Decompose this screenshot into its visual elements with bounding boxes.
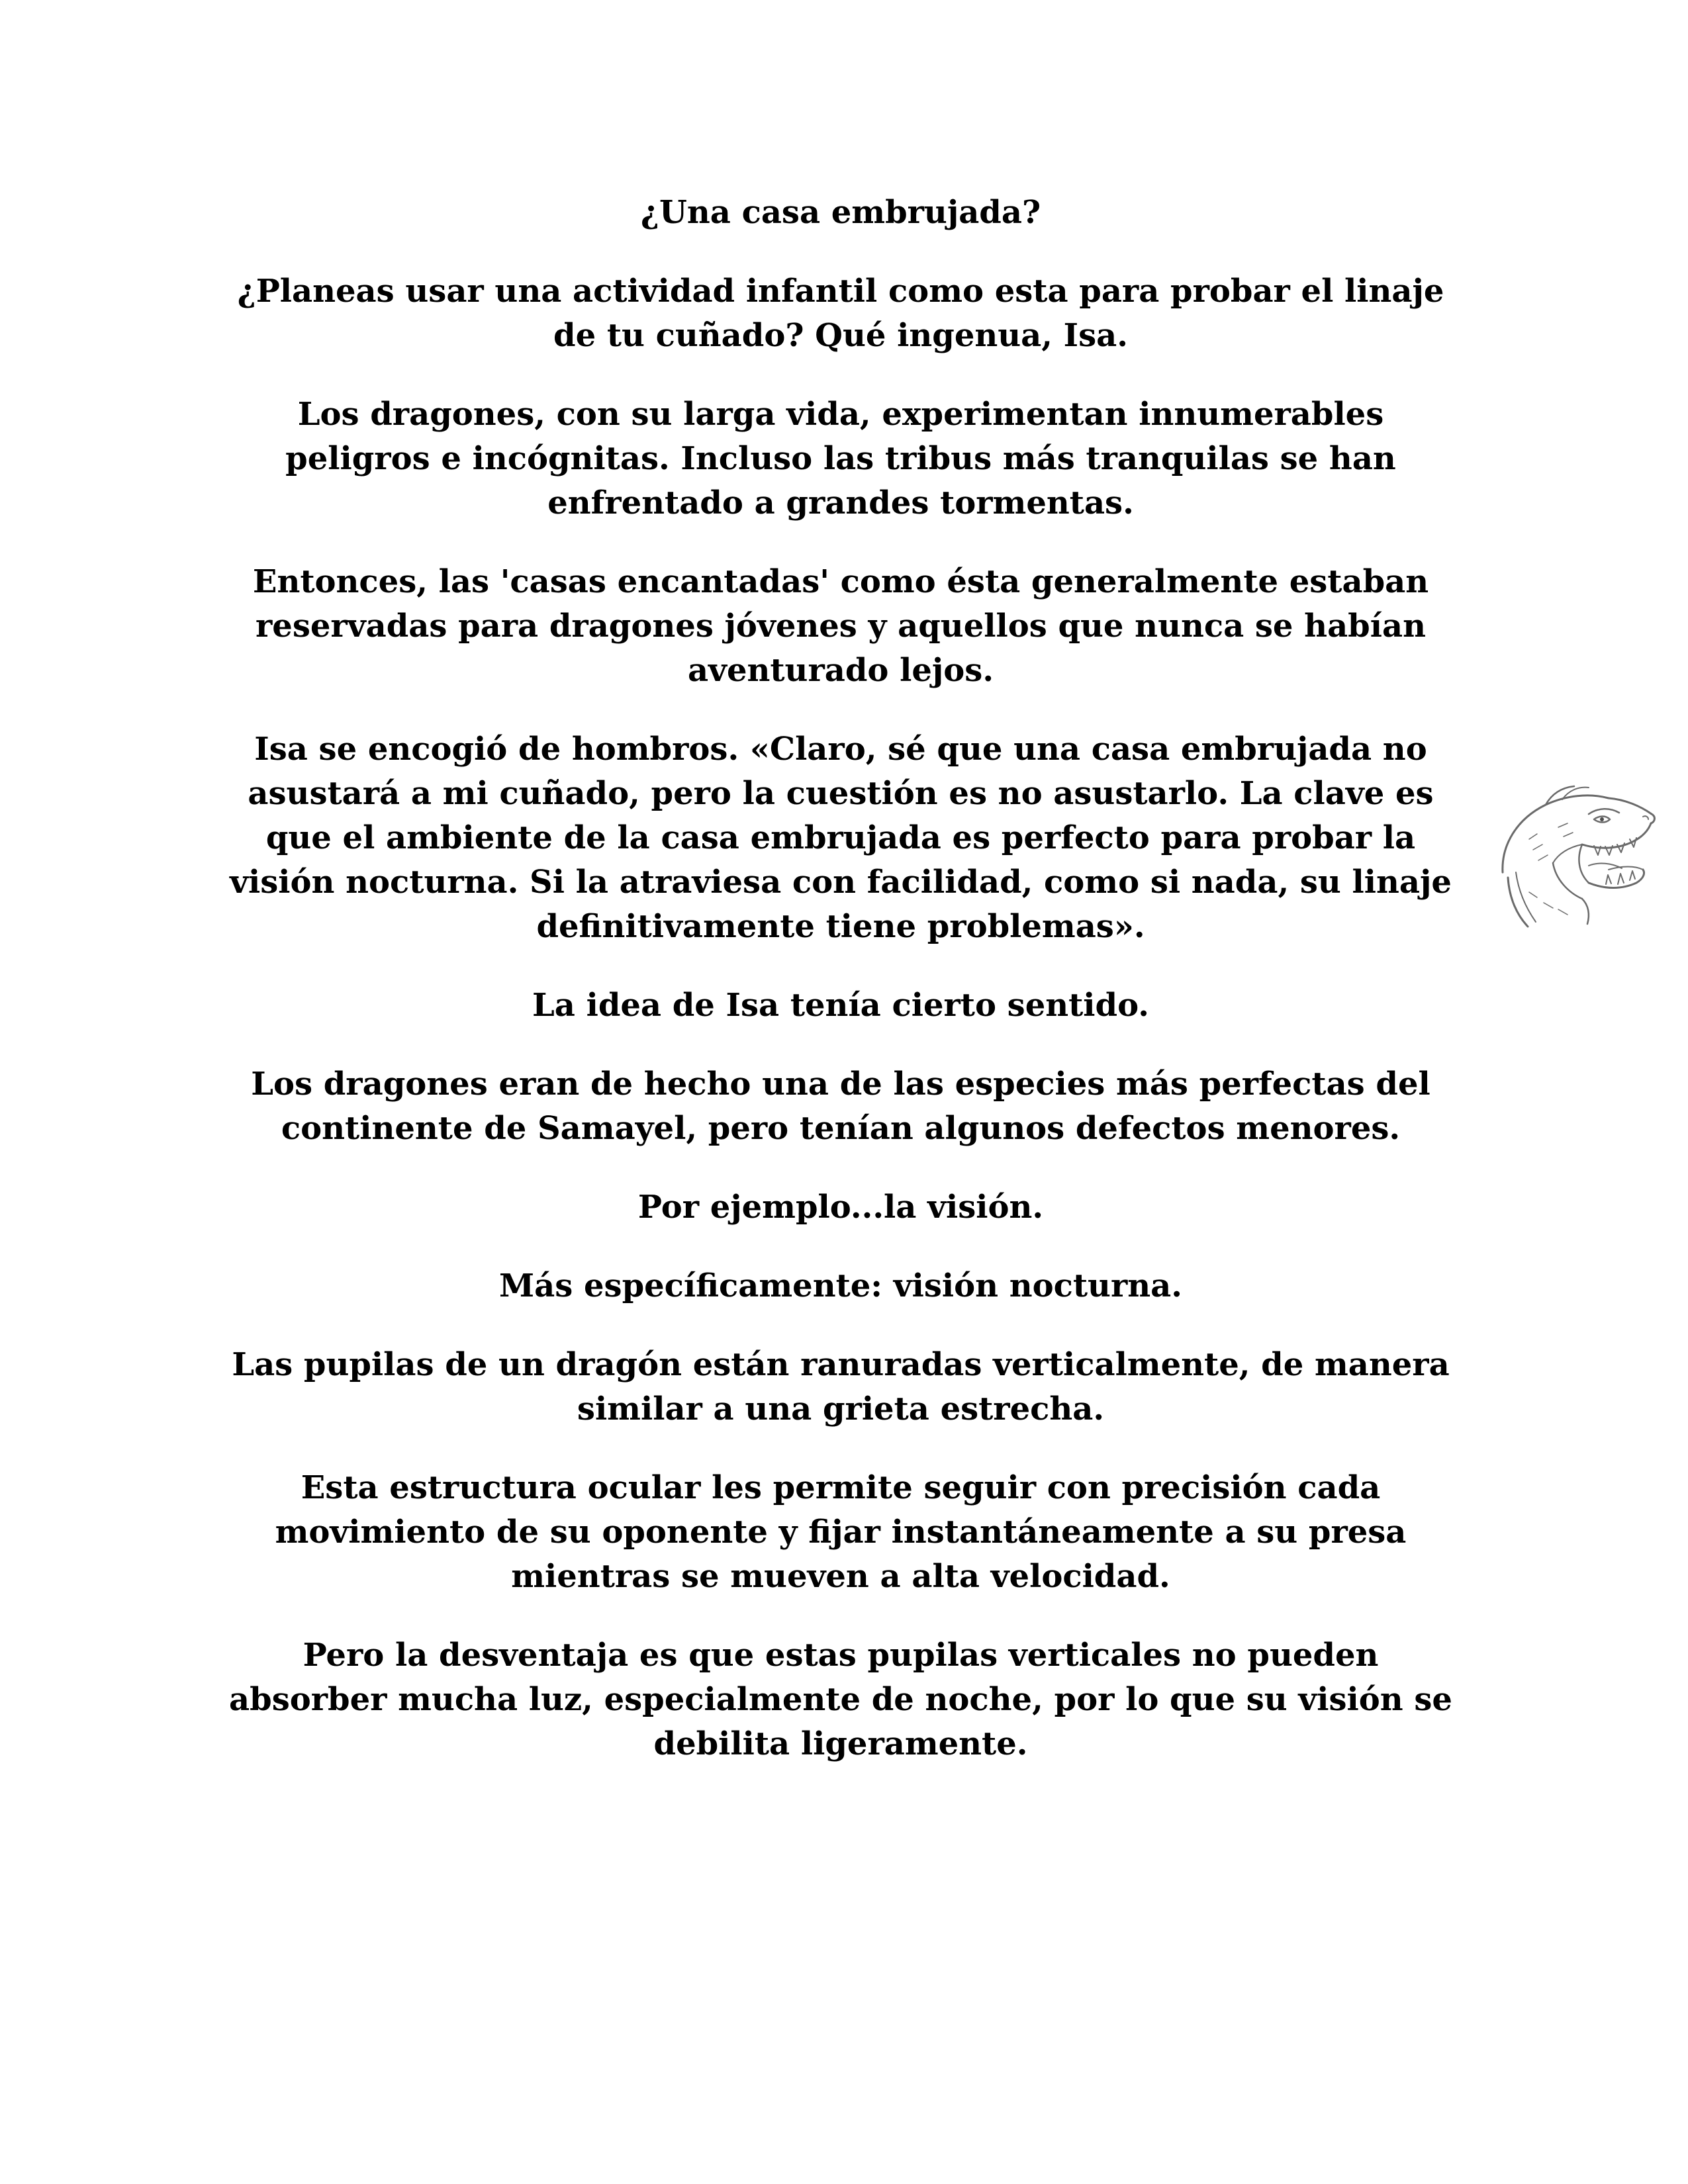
story-text: [225, 191, 1456, 1801]
paragraph-4: Entonces, las 'casas encantadas' como ésta generalmente estaban reservadas para dragones jóvenes y aquellos que nunca se habían aventurado lejos.: [252, 563, 1429, 689]
paragraph-11: Esta estructura ocular les permite seguir con precisión cada movimiento de su oponente y fijar instantáneamente a su presa mientras se mueven a alta velocidad.: [275, 1469, 1407, 1595]
paragraph-2: ¿Planeas usar una actividad infantil como esta para probar el linaje de tu cuñado? Qué ingenua, Isa.: [237, 273, 1444, 354]
paragraph-5: Isa se encogió de hombros. «Claro, sé que una casa embrujada no asustará a mi cuñado, pero la cuestión es no asustarlo. La clave es que el ambiente de la casa embrujada es perfecto para probar la visión nocturna. Si la atraviesa con facilidad, como si nada, su linaje definitivamente tiene problemas».: [230, 731, 1452, 945]
paragraph-6: La idea de Isa tenía cierto sentido.: [532, 987, 1149, 1024]
dragon-head-sketch-icon: [1489, 773, 1662, 932]
paragraph-8: Por ejemplo...la visión.: [637, 1189, 1044, 1226]
paragraph-3: Los dragones, con su larga vida, experimentan innumerables peligros e incógnitas. Incluso las tribus más tranquilas se han enfrentado a grandes tormentas.: [285, 396, 1396, 522]
paragraph-1: ¿Una casa embrujada?: [640, 194, 1041, 231]
paragraph-9: Más específicamente: visión nocturna.: [499, 1267, 1182, 1304]
paragraph-12: Pero la desventaja es que estas pupilas verticales no pueden absorber mucha luz, especialmente de noche, por lo que su visión se debilita ligeramente.: [229, 1637, 1452, 1762]
paragraph-10: Las pupilas de un dragón están ranuradas verticalmente, de manera similar a una grieta estrecha.: [232, 1346, 1450, 1428]
paragraph-7: Los dragones eran de hecho una de las especies más perfectas del continente de Samayel, pero tenían algunos defectos menores.: [251, 1066, 1430, 1147]
